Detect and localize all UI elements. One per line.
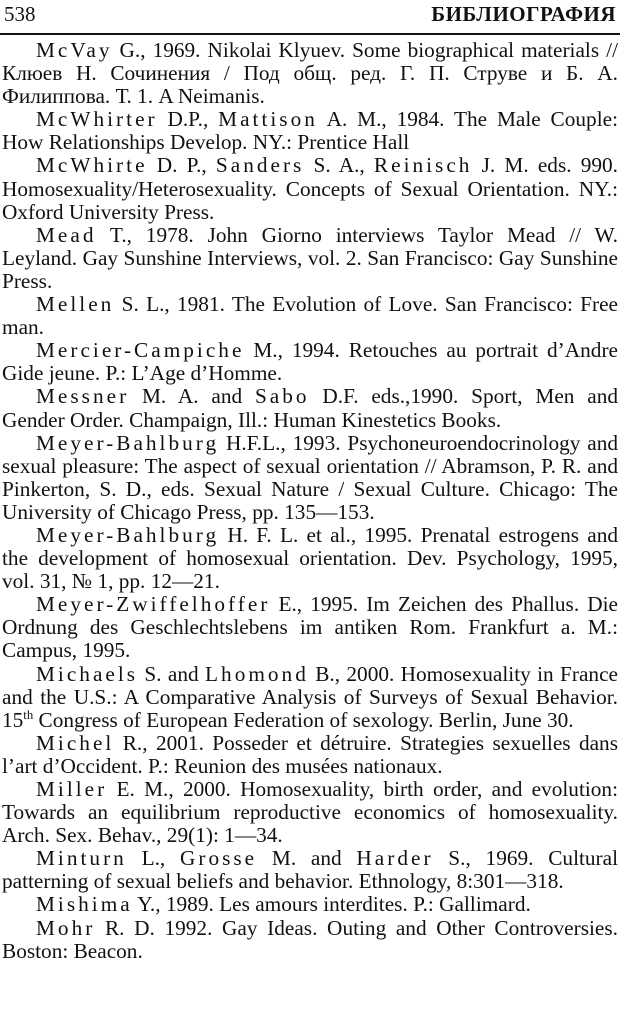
running-title: БИБЛИОГРАФИЯ	[431, 2, 616, 26]
entry-coauthor: Sanders	[215, 153, 305, 178]
entry-coauthor: Mattison	[218, 107, 318, 132]
entry-text: J. M. eds. 990. Homosexuality/Heterosexuality. Concepts of Sexual Orientation. NY.: Oxford University Press.	[2, 153, 619, 224]
entry-author: Meyer-Zwiffelhoffer	[36, 592, 271, 617]
entry-author: Mellen	[36, 292, 115, 317]
bibliography-entry	[2, 339, 618, 385]
entry-text: A. M., 1984. The Male Couple: How Relationships Develop. NY.: Prentice Hall	[2, 107, 618, 155]
bibliography-entry	[2, 917, 618, 963]
entry-author: Meyer-Bahlburg	[36, 522, 220, 547]
entry-text: H. F. L. et al., 1995. Prenatal estrogens and the development of homosexual orientation. Dev. Psychology, 1995, vol. 31, № 1, pp. 12—21.	[2, 522, 618, 594]
bibliography-entry	[2, 39, 618, 108]
entry-author: Mead	[36, 222, 97, 247]
bibliography-entry	[2, 778, 618, 847]
bibliography-entry	[2, 224, 618, 293]
header-rule	[0, 33, 620, 35]
entry-text: G., 1969. Nikolai Klyuev. Some biographical materials // Клюев Н. Сочинения / Под общ. ред. Г. П. Струве и Б. А. Филиппова. Т. 1. A Neimanis.	[2, 38, 618, 109]
bibliography-entry	[2, 593, 618, 662]
entry-text: S., 1969. Cultural patterning of sexual beliefs and behavior. Ethnology, 8:301—318.	[2, 846, 619, 894]
entry-text: M., 1994. Retouches au portrait d’Andre Gide jeune. P.: L’Age d’Homme.	[2, 338, 618, 386]
entry-author: Mercier-Campiche	[36, 338, 245, 363]
bibliography-entry	[2, 385, 618, 431]
bibliography-entry	[2, 847, 618, 893]
bibliography-entry	[2, 732, 618, 778]
entry-coauthor: Grosse	[179, 846, 258, 871]
entry-text: H.F.L., 1993. Psychoneuroendocrinology and sexual pleasure: The aspect of sexual orientation // Abramson, P. R. and Pinkerton, S. D., eds. Sexual Nature / Sexual Culture. Chicago: The University of Chicago Press, pp. 135—153.	[2, 430, 618, 524]
entry-author: Michel	[36, 730, 115, 755]
entry-coauthor: Reinisch	[373, 153, 473, 178]
entry-author: Mishima	[36, 892, 133, 917]
entry-text: B., 2000. Homosexuality in France and the U.S.: A Comparative Analysis of Surveys of Sexual Behavior. 15	[2, 661, 618, 732]
entry-text: R., 2001. Posseder et détruire. Strategies sexuelles dans l’art d’Occident. P.: Reunion des musées nationaux.	[2, 730, 618, 778]
bibliography-list	[2, 39, 618, 963]
superscript: th	[23, 707, 34, 722]
bibliography-entry	[2, 293, 618, 339]
entry-author: Meyer-Bahlburg	[36, 430, 220, 455]
entry-author: McWhirte	[36, 153, 148, 178]
bibliography-entry	[2, 108, 618, 154]
entry-text: M. and	[257, 846, 357, 871]
entry-text: D. P.,	[147, 153, 216, 178]
entry-text: Congress of European Federation of sexology. Berlin, June 30.	[33, 707, 574, 732]
entry-text: M. A. and	[129, 384, 255, 409]
entry-author: McVay	[36, 38, 113, 62]
entry-author: Mohr	[36, 915, 96, 940]
entry-text: E. M., 2000. Homosexuality, birth order, and evolution: Towards an equilibrium reproductive economics of homosexuality. Arch. Sex. Behav., 29(1): 1—34.	[2, 777, 618, 848]
entry-author: Minturn	[36, 846, 127, 871]
entry-text: R. D. 1992. Gay Ideas. Outing and Other Controversies. Boston: Beacon.	[2, 915, 618, 963]
entry-text: S. L., 1981. The Evolution of Love. San Francisco: Free man.	[2, 292, 618, 340]
entry-text: L.,	[126, 846, 180, 871]
entry-text: Y., 1989. Les amours interdites. P.: Gallimard.	[132, 892, 531, 917]
bibliography-entry	[2, 893, 618, 916]
bibliography-entry	[2, 663, 618, 732]
entry-author: Michaels	[36, 661, 139, 686]
bibliography-entry	[2, 524, 618, 593]
page-header	[4, 2, 616, 30]
entry-text: S. A.,	[304, 153, 374, 178]
entry-author: McWhirter	[36, 107, 158, 132]
entry-coauthor: Lhomond	[205, 661, 309, 686]
entry-text: E., 1995. Im Zeichen des Phallus. Die Ordnung des Geschlechtslebens im antiken Rom. Frankfurt a. M.: Campus, 1995.	[2, 592, 618, 663]
bibliography-entry	[2, 432, 618, 524]
entry-text: D.P.,	[157, 107, 219, 132]
entry-author: Messner	[36, 384, 130, 409]
entry-text: S. and	[138, 661, 206, 686]
bibliography-entry	[2, 154, 618, 223]
entry-coauthor: Harder	[356, 846, 434, 871]
entry-text: T., 1978. John Giorno interviews Taylor Mead // W. Leyland. Gay Sunshine Interviews, vol. 2. San Francisco: Gay Sunshine Press.	[2, 222, 618, 293]
page-number: 538	[4, 2, 36, 26]
entry-author: Miller	[36, 777, 108, 801]
entry-coauthor: Sabo	[254, 384, 310, 409]
entry-text: D.F. eds.,1990. Sport, Men and Gender Order. Champaign, Ill.: Human Kinestetics Books.	[2, 384, 618, 432]
